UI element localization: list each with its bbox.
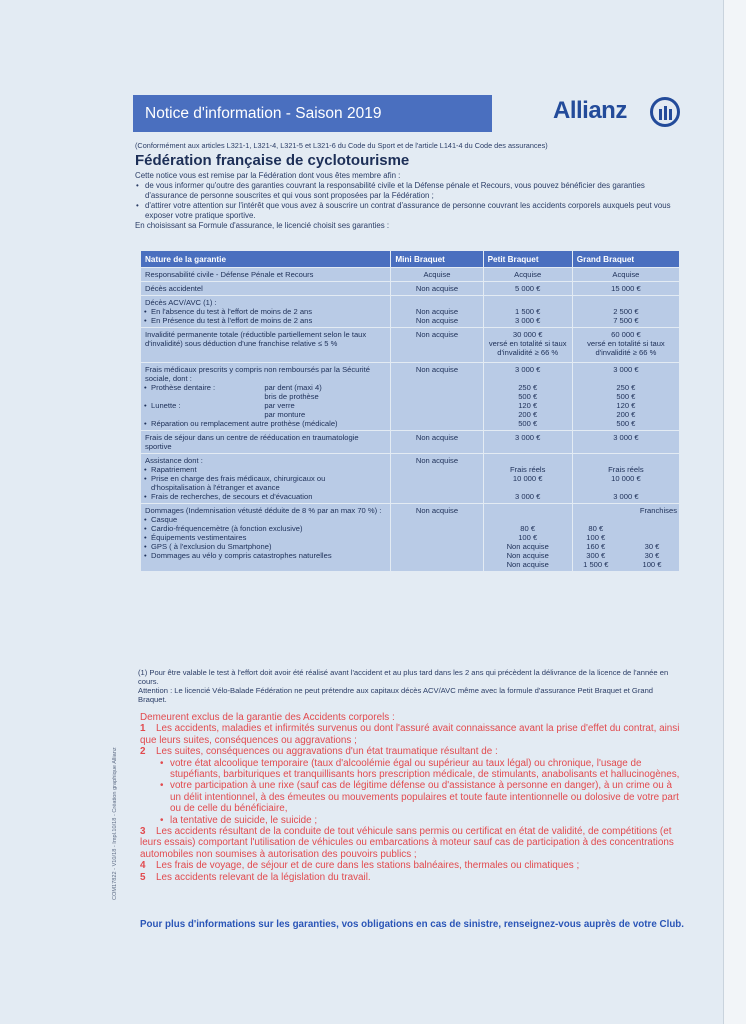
column-header: Grand Braquet — [572, 251, 679, 268]
cell-franchise: 30 € — [644, 551, 660, 560]
intro-line: En choisissant sa Formule d'assurance, le licencié choisit ses garanties : — [135, 221, 390, 230]
row-label — [141, 454, 391, 504]
cell-amount: 100 € — [586, 533, 606, 542]
cell-line: Non acquise — [506, 551, 549, 560]
footnote: (1) Pour être valable le test à l'effort doit avoir été réalisé avant l'accident et au plus tard dans les 2 ans qui précèdent la délivrance de la licence de l'année en cours. — [138, 668, 669, 686]
column-header: Mini Braquet — [391, 251, 483, 268]
exclusion-item — [140, 872, 680, 883]
cell-line: 2 500 € — [613, 307, 639, 316]
cell-line: 60 000 € — [611, 330, 641, 339]
row-label — [141, 363, 391, 431]
cell-line: 200 € — [518, 410, 538, 419]
table-row — [141, 268, 680, 282]
cell-value — [572, 454, 679, 504]
exclusions-block — [140, 712, 680, 883]
cell-line: 80 € — [520, 524, 536, 533]
cell-line: 3 000 € — [613, 365, 639, 374]
notice-banner: Notice d'information - Saison 2019 — [133, 95, 492, 132]
cell-value: Acquise — [391, 268, 483, 282]
cell-value: 3 000 € — [483, 431, 572, 454]
cell-value: 5 000 € — [483, 282, 572, 296]
cell-line — [575, 560, 677, 569]
exclusion-bullet: • votre participation à une rixe (sauf cas de légitime défense ou d'assistance à personne en danger), à un crime ou à un délit intentionnel, à des émeutes ou mouvements populaires et toute faute intentionnelle ou dolosive de votre part ou de celle du bénéficiaire, — [140, 780, 680, 814]
cell-value: Non acquise — [391, 454, 483, 504]
cell-value — [483, 328, 572, 363]
exclusion-number: 1 — [140, 723, 146, 735]
table-row — [141, 454, 680, 504]
cell-line: 1 500 € — [515, 307, 541, 316]
cell-value — [483, 504, 572, 572]
row-sub-item: • Frais de recherches, de secours et d'évacuation — [145, 492, 386, 501]
cell-value — [572, 296, 679, 328]
row-label: Invalidité permanente totale (réductible partiellement selon le taux d'invalidité) sous déduction d'une franchise relative ≤ 5 % — [141, 328, 391, 363]
cell-line: 10 000 € — [512, 474, 543, 483]
cell-line: 100 € — [518, 533, 538, 542]
sub-label: par dent (maxi 4) — [264, 383, 322, 392]
row-sub-item — [145, 401, 386, 410]
cell-line: Non acquise — [415, 316, 459, 325]
cell-line — [575, 524, 677, 533]
column-header: Petit Braquet — [483, 251, 572, 268]
cell-value: 15 000 € — [572, 282, 679, 296]
cell-value: Non acquise — [391, 282, 483, 296]
cell-line: 500 € — [518, 392, 538, 401]
cell-value: Non acquise — [391, 328, 483, 363]
exclusion-text: Les suites, conséquences ou aggravations d'un état traumatique résultant de : — [156, 746, 498, 758]
sub-label: • Lunette : — [151, 401, 181, 410]
row-title: Frais médicaux prescrits y compris non remboursés par la Sécurité sociale, dont : — [145, 365, 370, 383]
cell-line: 500 € — [616, 419, 636, 428]
cell-line: 500 € — [518, 419, 538, 428]
page-edge — [723, 0, 746, 1024]
table-row — [141, 296, 680, 328]
sub-label: bris de prothèse — [264, 392, 319, 401]
cell-franchise: 100 € — [642, 560, 662, 569]
cell-line: Frais réels — [509, 465, 546, 474]
row-title: Assistance dont : — [145, 456, 203, 465]
cell-line: 250 € — [616, 383, 636, 392]
exclusion-bullet: • la tentative de suicide, le suicide ; — [140, 815, 680, 826]
cell-line — [575, 542, 677, 551]
table-row — [141, 431, 680, 454]
row-label: Décès accidentel — [141, 282, 391, 296]
cell-amount: 160 € — [586, 542, 606, 551]
cell-line: 3 000 € — [515, 316, 541, 325]
row-title: Décès ACV/AVC (1) : — [145, 298, 217, 307]
row-sub-item: • GPS ( à l'exclusion du Smartphone) — [145, 542, 386, 551]
exclusion-text: Les accidents relevant de la législation du travail. — [156, 871, 371, 883]
intro-text — [135, 171, 680, 231]
cell-value: Non acquise — [391, 363, 483, 431]
cell-amount: 1 500 € — [583, 560, 609, 569]
cell-line: 3 000 € — [515, 492, 541, 501]
club-info-text: Pour plus d'informations sur les garanties, vos obligations en cas de sinistre, renseignez-vous auprès de votre Club. — [140, 919, 685, 930]
row-label — [141, 504, 391, 572]
row-sub-item — [145, 392, 386, 401]
row-label — [141, 296, 391, 328]
row-sub-item: • Prise en charge des frais médicaux, chirurgicaux ou d'hospitalisation à l'étranger et avance — [145, 474, 386, 492]
footnote: Attention : Le licencié Vélo-Balade Fédération ne peut prétendre aux capitaux décès ACV/AVC même avec la formule d'assurance Petit Braquet et Grand Braquet. — [138, 686, 654, 704]
exclusion-number: 4 — [140, 860, 146, 872]
cell-line: Non acquise — [415, 307, 459, 316]
cell-line: Frais réels — [608, 465, 644, 474]
row-sub-item: • Équipements vestimentaires — [145, 533, 386, 542]
exclusion-number: 2 — [140, 746, 146, 758]
cell-value — [391, 296, 483, 328]
cell-value: Acquise — [572, 268, 679, 282]
cell-line: 200 € — [616, 410, 636, 419]
cell-amount: 80 € — [588, 524, 604, 533]
exclusion-number: 5 — [140, 871, 146, 883]
cell-line: 500 € — [616, 392, 636, 401]
cell-line: 120 € — [616, 401, 636, 410]
cell-value — [572, 328, 679, 363]
intro-bullet: • de vous informer qu'outre des garanties couvrant la responsabilité civile et la Défense pénale et Recours, vous pouvez bénéficier des garanties d'assurance de personne souscrites et qui vous sont proposées par la Fédération ; — [145, 181, 680, 201]
legal-reference: (Conformément aux articles L321-1, L321-4, L321-5 et L321-6 du Code du Sport et de l'article L141-4 du Code des assurances) — [135, 141, 548, 150]
intro-bullet: • d'attirer votre attention sur l'intérêt que vous avez à souscrire un contrat d'assurance de personne couvrant les accidents corporels auxquels peut vous exposer votre pratique sportive. — [145, 201, 680, 221]
federation-title: Fédération française de cyclotourisme — [135, 152, 410, 169]
row-sub-item — [145, 410, 386, 419]
side-reference: COM17822 - V10/18 - Impl.10/18 - Création graphique Allianz — [112, 747, 118, 900]
row-sub-item: • Cardio-fréquencemètre (à fonction exclusive) — [145, 524, 386, 533]
sub-label: • Prothèse dentaire : — [151, 383, 216, 392]
cell-amount: 300 € — [586, 551, 606, 560]
guarantee-table — [140, 250, 680, 572]
sub-label: par monture — [264, 410, 306, 419]
exclusion-item — [140, 723, 680, 746]
cell-line: 250 € — [518, 383, 538, 392]
exclusion-text: Les accidents résultant de la conduite de tout véhicule sans permis ou certificat en état de validité, de compétitions (et leurs essais) comportant l'utilisation de véhicules ou embarcations à moteur sauf cas de participation à des concentrations automobiles non soumises à autorisation des pouvoirs publics ; — [140, 826, 674, 860]
cell-line: Non acquise — [506, 542, 549, 551]
cell-franchise — [631, 524, 677, 533]
row-sub-item: • Dommages au vélo y compris catastrophes naturelles — [145, 551, 386, 560]
cell-value: Non acquise — [391, 504, 483, 572]
row-sub-item: • Réparation ou remplacement autre prothèse (médicale) — [145, 419, 386, 428]
table-row — [141, 504, 680, 572]
exclusions-title: Demeurent exclus de la garantie des Accidents corporels : — [140, 712, 395, 723]
cell-line — [575, 551, 677, 560]
cell-line — [575, 533, 677, 542]
cell-line: 10 000 € — [611, 474, 641, 483]
cell-line: 7 500 € — [613, 316, 639, 325]
cell-value: Acquise — [483, 268, 572, 282]
table-header-row — [141, 251, 680, 268]
table-row — [141, 328, 680, 363]
cell-line: 30 000 € — [512, 330, 543, 339]
row-label: Responsabilité civile - Défense Pénale et Recours — [141, 268, 391, 282]
cell-franchise — [631, 533, 677, 542]
exclusion-number: 3 — [140, 826, 146, 838]
allianz-logo-icon — [650, 97, 680, 127]
cell-line: 120 € — [518, 401, 538, 410]
exclusion-text: Les frais de voyage, de séjour et de cure dans les stations balnéaires, thermales ou climatiques ; — [156, 860, 580, 872]
cell-value — [572, 363, 679, 431]
cell-line: 3 000 € — [613, 492, 639, 501]
intro-line: Cette notice vous est remise par la Fédération dont vous êtes membre afin : — [135, 171, 401, 180]
cell-value — [483, 296, 572, 328]
row-title: Dommages (Indemnisation vétusté déduite de 8 % par an max 70 %) : — [145, 506, 382, 515]
exclusion-item — [140, 860, 680, 871]
cell-value — [483, 454, 572, 504]
column-header: Nature de la garantie — [141, 251, 391, 268]
exclusion-item — [140, 826, 680, 860]
table-row — [141, 282, 680, 296]
row-sub-item — [145, 383, 386, 392]
cell-franchise: 30 € — [644, 542, 660, 551]
cell-value — [483, 363, 572, 431]
cell-line: Non acquise — [506, 560, 549, 569]
row-sub-item: • Casque — [145, 515, 386, 524]
cell-line: versé en totalité si taux d'invalidité ≥ 66 % — [587, 339, 665, 357]
footnotes — [138, 668, 683, 704]
sub-label: par verre — [264, 401, 295, 410]
franchises-label: Franchises — [639, 506, 677, 515]
table-row — [141, 363, 680, 431]
row-sub-item: • En l'absence du test à l'effort de moins de 2 ans — [145, 307, 386, 316]
row-label: Frais de séjour dans un centre de rééducation en traumatologie sportive — [141, 431, 391, 454]
cell-line: 3 000 € — [515, 365, 541, 374]
cell-value: 3 000 € — [572, 431, 679, 454]
row-sub-item: • En Présence du test à l'effort de moins de 2 ans — [145, 316, 386, 325]
exclusion-bullet: • votre état alcoolique temporaire (taux d'alcoolémie égal ou supérieur au taux légal) ou chronique, l'usage de stupéfiants, barbituriques et tranquillisants hors prescription médicale, de stimulants, anabolisants et hallucinogènes, — [140, 758, 680, 781]
row-sub-item: • Rapatriement — [145, 465, 386, 474]
cell-value: Non acquise — [391, 431, 483, 454]
cell-value — [572, 504, 679, 572]
cell-line: versé en totalité si taux d'invalidité ≥ 66 % — [488, 339, 567, 357]
exclusion-item — [140, 746, 680, 757]
exclusion-text: Les accidents, maladies et infirmités survenus ou dont l'assuré avait connaissance avant la prise d'effet du contrat, ainsi que leurs suites, conséquences ou aggravations ; — [140, 723, 680, 746]
brand-name: Allianz — [553, 97, 627, 124]
